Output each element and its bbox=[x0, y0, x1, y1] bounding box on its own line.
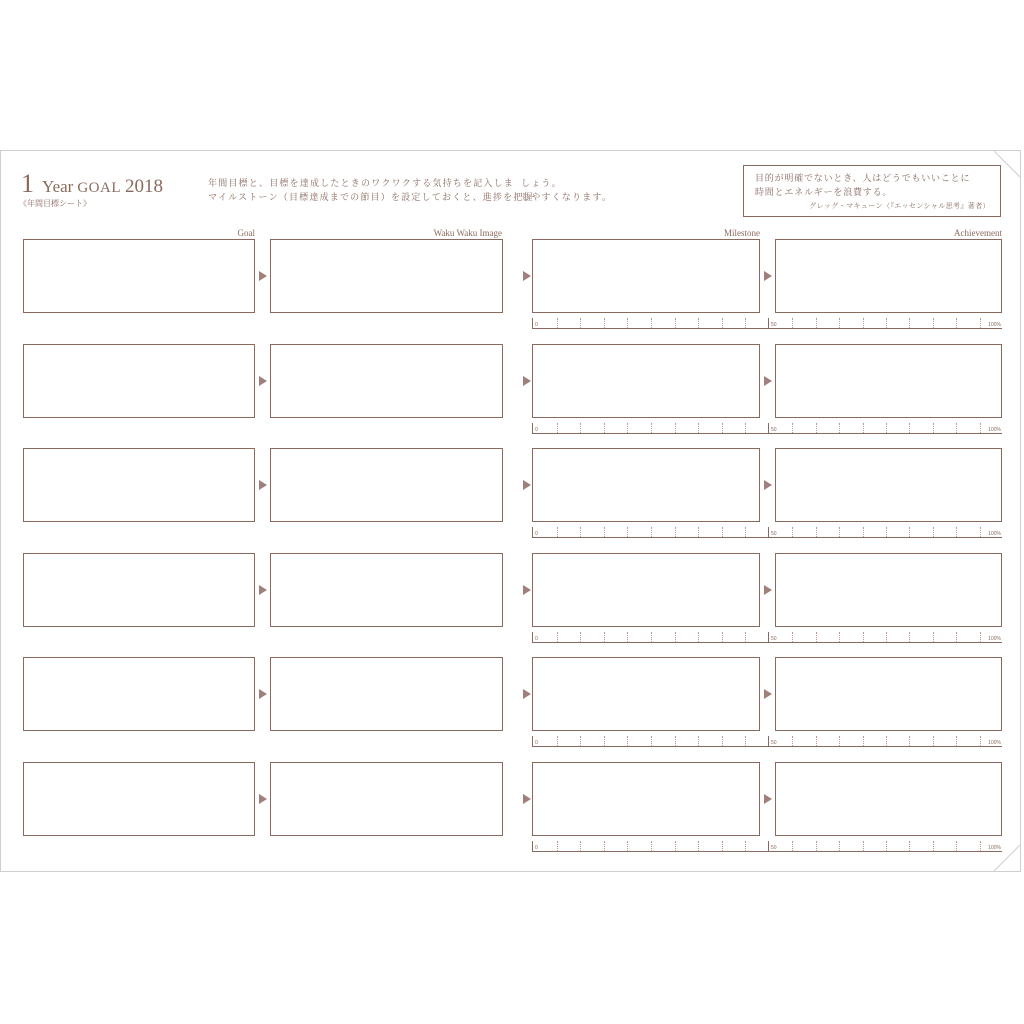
arrow-icon bbox=[259, 585, 267, 595]
achievement-input-box[interactable] bbox=[775, 762, 1002, 836]
waku-image-input-box[interactable] bbox=[270, 762, 503, 836]
scale-tick bbox=[839, 423, 840, 433]
waku-image-input-box[interactable] bbox=[270, 553, 503, 627]
waku-image-input-box[interactable] bbox=[270, 657, 503, 731]
arrow-icon bbox=[523, 585, 531, 595]
scale-label-start: 0 bbox=[535, 740, 538, 746]
arrow-icon bbox=[523, 689, 531, 699]
scale-tick bbox=[627, 527, 628, 537]
progress-scale bbox=[532, 632, 768, 643]
scale-tick bbox=[933, 736, 934, 746]
scale-tick bbox=[839, 632, 840, 642]
progress-scale bbox=[532, 423, 768, 434]
scale-tick bbox=[627, 632, 628, 642]
scale-label-end: 100% bbox=[988, 427, 1001, 433]
scale-tick bbox=[980, 736, 981, 746]
title-year: 2018 bbox=[125, 176, 163, 197]
scale-tick bbox=[792, 632, 793, 642]
scale-label-start: 50 bbox=[771, 740, 777, 746]
arrow-icon bbox=[523, 480, 531, 490]
scale-tick bbox=[792, 318, 793, 328]
scale-tick bbox=[651, 632, 652, 642]
goal-input-box[interactable] bbox=[23, 553, 255, 627]
waku-image-input-box[interactable] bbox=[270, 344, 503, 418]
scale-tick bbox=[909, 527, 910, 537]
scale-tick bbox=[863, 841, 864, 851]
progress-scale bbox=[532, 318, 768, 329]
scale-tick bbox=[863, 736, 864, 746]
scale-tick bbox=[651, 423, 652, 433]
scale-tick bbox=[909, 423, 910, 433]
scale-tick bbox=[675, 841, 676, 851]
scale-tick bbox=[675, 318, 676, 328]
scale-tick bbox=[627, 318, 628, 328]
scale-tick bbox=[698, 423, 699, 433]
progress-scale bbox=[768, 423, 1002, 434]
goal-input-box[interactable] bbox=[23, 762, 255, 836]
progress-scale bbox=[768, 632, 1002, 643]
arrow-icon bbox=[259, 794, 267, 804]
waku-image-input-box[interactable] bbox=[270, 448, 503, 522]
scale-label-start: 0 bbox=[535, 845, 538, 851]
scale-tick bbox=[792, 423, 793, 433]
quote-box bbox=[743, 165, 1001, 217]
scale-tick bbox=[675, 736, 676, 746]
scale-tick bbox=[933, 527, 934, 537]
scale-tick bbox=[580, 841, 581, 851]
goal-input-box[interactable] bbox=[23, 344, 255, 418]
scale-tick bbox=[980, 423, 981, 433]
scale-tick bbox=[722, 632, 723, 642]
scale-tick bbox=[722, 423, 723, 433]
scale-tick bbox=[698, 318, 699, 328]
scale-tick bbox=[675, 423, 676, 433]
scale-tick bbox=[580, 527, 581, 537]
scale-tick bbox=[863, 318, 864, 328]
scale-tick bbox=[557, 318, 558, 328]
scale-tick bbox=[816, 318, 817, 328]
scale-tick bbox=[792, 841, 793, 851]
scale-tick bbox=[933, 632, 934, 642]
achievement-input-box[interactable] bbox=[775, 448, 1002, 522]
scale-tick bbox=[745, 736, 746, 746]
scale-tick bbox=[675, 527, 676, 537]
scale-tick bbox=[745, 318, 746, 328]
scale-tick bbox=[816, 736, 817, 746]
scale-tick bbox=[980, 318, 981, 328]
scale-label-start: 50 bbox=[771, 531, 777, 537]
scale-tick bbox=[604, 318, 605, 328]
quote-author: グレッグ・マキューン（『エッセンシャル思考』著者） bbox=[809, 202, 990, 210]
intro-line-2b: しやすくなります。 bbox=[521, 193, 613, 203]
scale-tick bbox=[580, 736, 581, 746]
arrow-icon bbox=[523, 376, 531, 386]
column-header-milestone: Milestone bbox=[724, 228, 760, 238]
scale-tick bbox=[580, 632, 581, 642]
scale-tick bbox=[627, 736, 628, 746]
scale-tick bbox=[651, 841, 652, 851]
scale-tick bbox=[839, 527, 840, 537]
progress-scale bbox=[768, 527, 1002, 538]
title-number: 1 bbox=[21, 169, 34, 198]
milestone-input-box[interactable] bbox=[532, 344, 760, 418]
arrow-icon bbox=[259, 271, 267, 281]
intro-line-1b: しょう。 bbox=[521, 179, 562, 189]
title-word: Year bbox=[42, 177, 74, 196]
scale-tick bbox=[745, 841, 746, 851]
scale-label-start: 0 bbox=[535, 427, 538, 433]
quote-line-1: 目的が明確でないとき、人はどうでもいいことに bbox=[755, 174, 971, 184]
scale-tick bbox=[839, 736, 840, 746]
scale-tick bbox=[909, 841, 910, 851]
scale-label-start: 50 bbox=[771, 322, 777, 328]
scale-tick bbox=[627, 423, 628, 433]
arrow-icon bbox=[764, 794, 772, 804]
progress-scale bbox=[768, 841, 1002, 852]
achievement-input-box[interactable] bbox=[775, 239, 1002, 313]
scale-tick bbox=[675, 632, 676, 642]
quote-line-2: 時間とエネルギーを浪費する。 bbox=[755, 188, 893, 198]
scale-tick bbox=[557, 632, 558, 642]
goal-input-box[interactable] bbox=[23, 448, 255, 522]
progress-scale bbox=[532, 841, 768, 852]
scale-label-end: 100% bbox=[988, 845, 1001, 851]
scale-label-start: 50 bbox=[771, 427, 777, 433]
scale-label-end: 100% bbox=[988, 322, 1001, 328]
scale-tick bbox=[722, 318, 723, 328]
scale-tick bbox=[792, 736, 793, 746]
achievement-input-box[interactable] bbox=[775, 657, 1002, 731]
scale-tick bbox=[557, 841, 558, 851]
arrow-icon bbox=[259, 376, 267, 386]
arrow-icon bbox=[764, 480, 772, 490]
goal-input-box[interactable] bbox=[23, 239, 255, 313]
page-subtitle: 《年間目標シート》 bbox=[19, 199, 91, 208]
scale-label-end: 100% bbox=[988, 740, 1001, 746]
scale-tick bbox=[956, 318, 957, 328]
scale-tick bbox=[557, 736, 558, 746]
milestone-input-box[interactable] bbox=[532, 239, 760, 313]
quote-text bbox=[755, 172, 970, 200]
scale-tick bbox=[886, 423, 887, 433]
scale-tick bbox=[909, 632, 910, 642]
scale-tick bbox=[745, 632, 746, 642]
scale-tick bbox=[604, 527, 605, 537]
scale-tick bbox=[956, 632, 957, 642]
scale-tick bbox=[557, 527, 558, 537]
scale-tick bbox=[886, 841, 887, 851]
scale-tick bbox=[627, 841, 628, 851]
scale-tick bbox=[745, 423, 746, 433]
waku-image-input-box[interactable] bbox=[270, 239, 503, 313]
column-header-goal: Goal bbox=[237, 228, 255, 238]
scale-label-end: 100% bbox=[988, 636, 1001, 642]
scale-tick bbox=[604, 841, 605, 851]
scale-tick bbox=[980, 632, 981, 642]
scale-tick bbox=[933, 841, 934, 851]
scale-tick bbox=[698, 841, 699, 851]
scale-tick bbox=[980, 841, 981, 851]
scale-tick bbox=[909, 318, 910, 328]
arrow-icon bbox=[764, 271, 772, 281]
scale-tick bbox=[909, 736, 910, 746]
scale-label-start: 0 bbox=[535, 636, 538, 642]
arrow-icon bbox=[523, 271, 531, 281]
scale-tick bbox=[816, 841, 817, 851]
scale-tick bbox=[816, 632, 817, 642]
milestone-input-box[interactable] bbox=[532, 448, 760, 522]
scale-tick bbox=[863, 423, 864, 433]
goal-sheet-page bbox=[0, 150, 1021, 872]
goal-input-box[interactable] bbox=[23, 657, 255, 731]
achievement-input-box[interactable] bbox=[775, 344, 1002, 418]
scale-tick bbox=[557, 423, 558, 433]
scale-tick bbox=[745, 527, 746, 537]
scale-tick bbox=[816, 527, 817, 537]
scale-tick bbox=[863, 527, 864, 537]
progress-scale bbox=[768, 318, 1002, 329]
scale-tick bbox=[886, 527, 887, 537]
arrow-icon bbox=[259, 480, 267, 490]
scale-label-start: 50 bbox=[771, 636, 777, 642]
scale-tick bbox=[604, 423, 605, 433]
scale-tick bbox=[933, 318, 934, 328]
scale-tick bbox=[886, 318, 887, 328]
scale-tick bbox=[698, 632, 699, 642]
scale-tick bbox=[956, 423, 957, 433]
scale-tick bbox=[839, 841, 840, 851]
scale-tick bbox=[863, 632, 864, 642]
column-header-achievement: Achievement bbox=[954, 228, 1002, 238]
achievement-input-box[interactable] bbox=[775, 553, 1002, 627]
progress-scale bbox=[532, 527, 768, 538]
scale-tick bbox=[839, 318, 840, 328]
intro-line-2a: マイルストーン（目標達成までの節目）を設定しておくと、進捗を把握 bbox=[208, 193, 534, 203]
scale-tick bbox=[651, 318, 652, 328]
progress-scale bbox=[532, 736, 768, 747]
scale-tick bbox=[580, 318, 581, 328]
scale-tick bbox=[956, 736, 957, 746]
arrow-icon bbox=[259, 689, 267, 699]
milestone-input-box[interactable] bbox=[532, 762, 760, 836]
scale-tick bbox=[956, 527, 957, 537]
milestone-input-box[interactable] bbox=[532, 657, 760, 731]
scale-tick bbox=[580, 423, 581, 433]
intro-text-right bbox=[521, 177, 612, 205]
arrow-icon bbox=[523, 794, 531, 804]
scale-tick bbox=[604, 632, 605, 642]
scale-tick bbox=[604, 736, 605, 746]
scale-tick bbox=[816, 423, 817, 433]
scale-tick bbox=[698, 736, 699, 746]
scale-label-end: 100% bbox=[988, 531, 1001, 537]
scale-tick bbox=[886, 632, 887, 642]
title-goal: GOAL bbox=[77, 180, 121, 196]
scale-tick bbox=[722, 841, 723, 851]
scale-label-start: 0 bbox=[535, 322, 538, 328]
page-title bbox=[21, 169, 163, 199]
milestone-input-box[interactable] bbox=[532, 553, 760, 627]
scale-label-start: 50 bbox=[771, 845, 777, 851]
intro-text-left bbox=[208, 177, 534, 205]
scale-tick bbox=[792, 527, 793, 537]
column-header-waku-waku-image: Waku Waku Image bbox=[433, 228, 502, 238]
scale-tick bbox=[722, 527, 723, 537]
scale-tick bbox=[933, 423, 934, 433]
scale-tick bbox=[980, 527, 981, 537]
scale-tick bbox=[651, 736, 652, 746]
scale-tick bbox=[698, 527, 699, 537]
arrow-icon bbox=[764, 376, 772, 386]
progress-scale bbox=[768, 736, 1002, 747]
intro-line-1a: 年間目標と、目標を達成したときのワクワクする気持ちを記入しま bbox=[208, 179, 515, 189]
scale-label-start: 0 bbox=[535, 531, 538, 537]
arrow-icon bbox=[764, 585, 772, 595]
scale-tick bbox=[886, 736, 887, 746]
scale-tick bbox=[956, 841, 957, 851]
scale-tick bbox=[651, 527, 652, 537]
arrow-icon bbox=[764, 689, 772, 699]
scale-tick bbox=[722, 736, 723, 746]
